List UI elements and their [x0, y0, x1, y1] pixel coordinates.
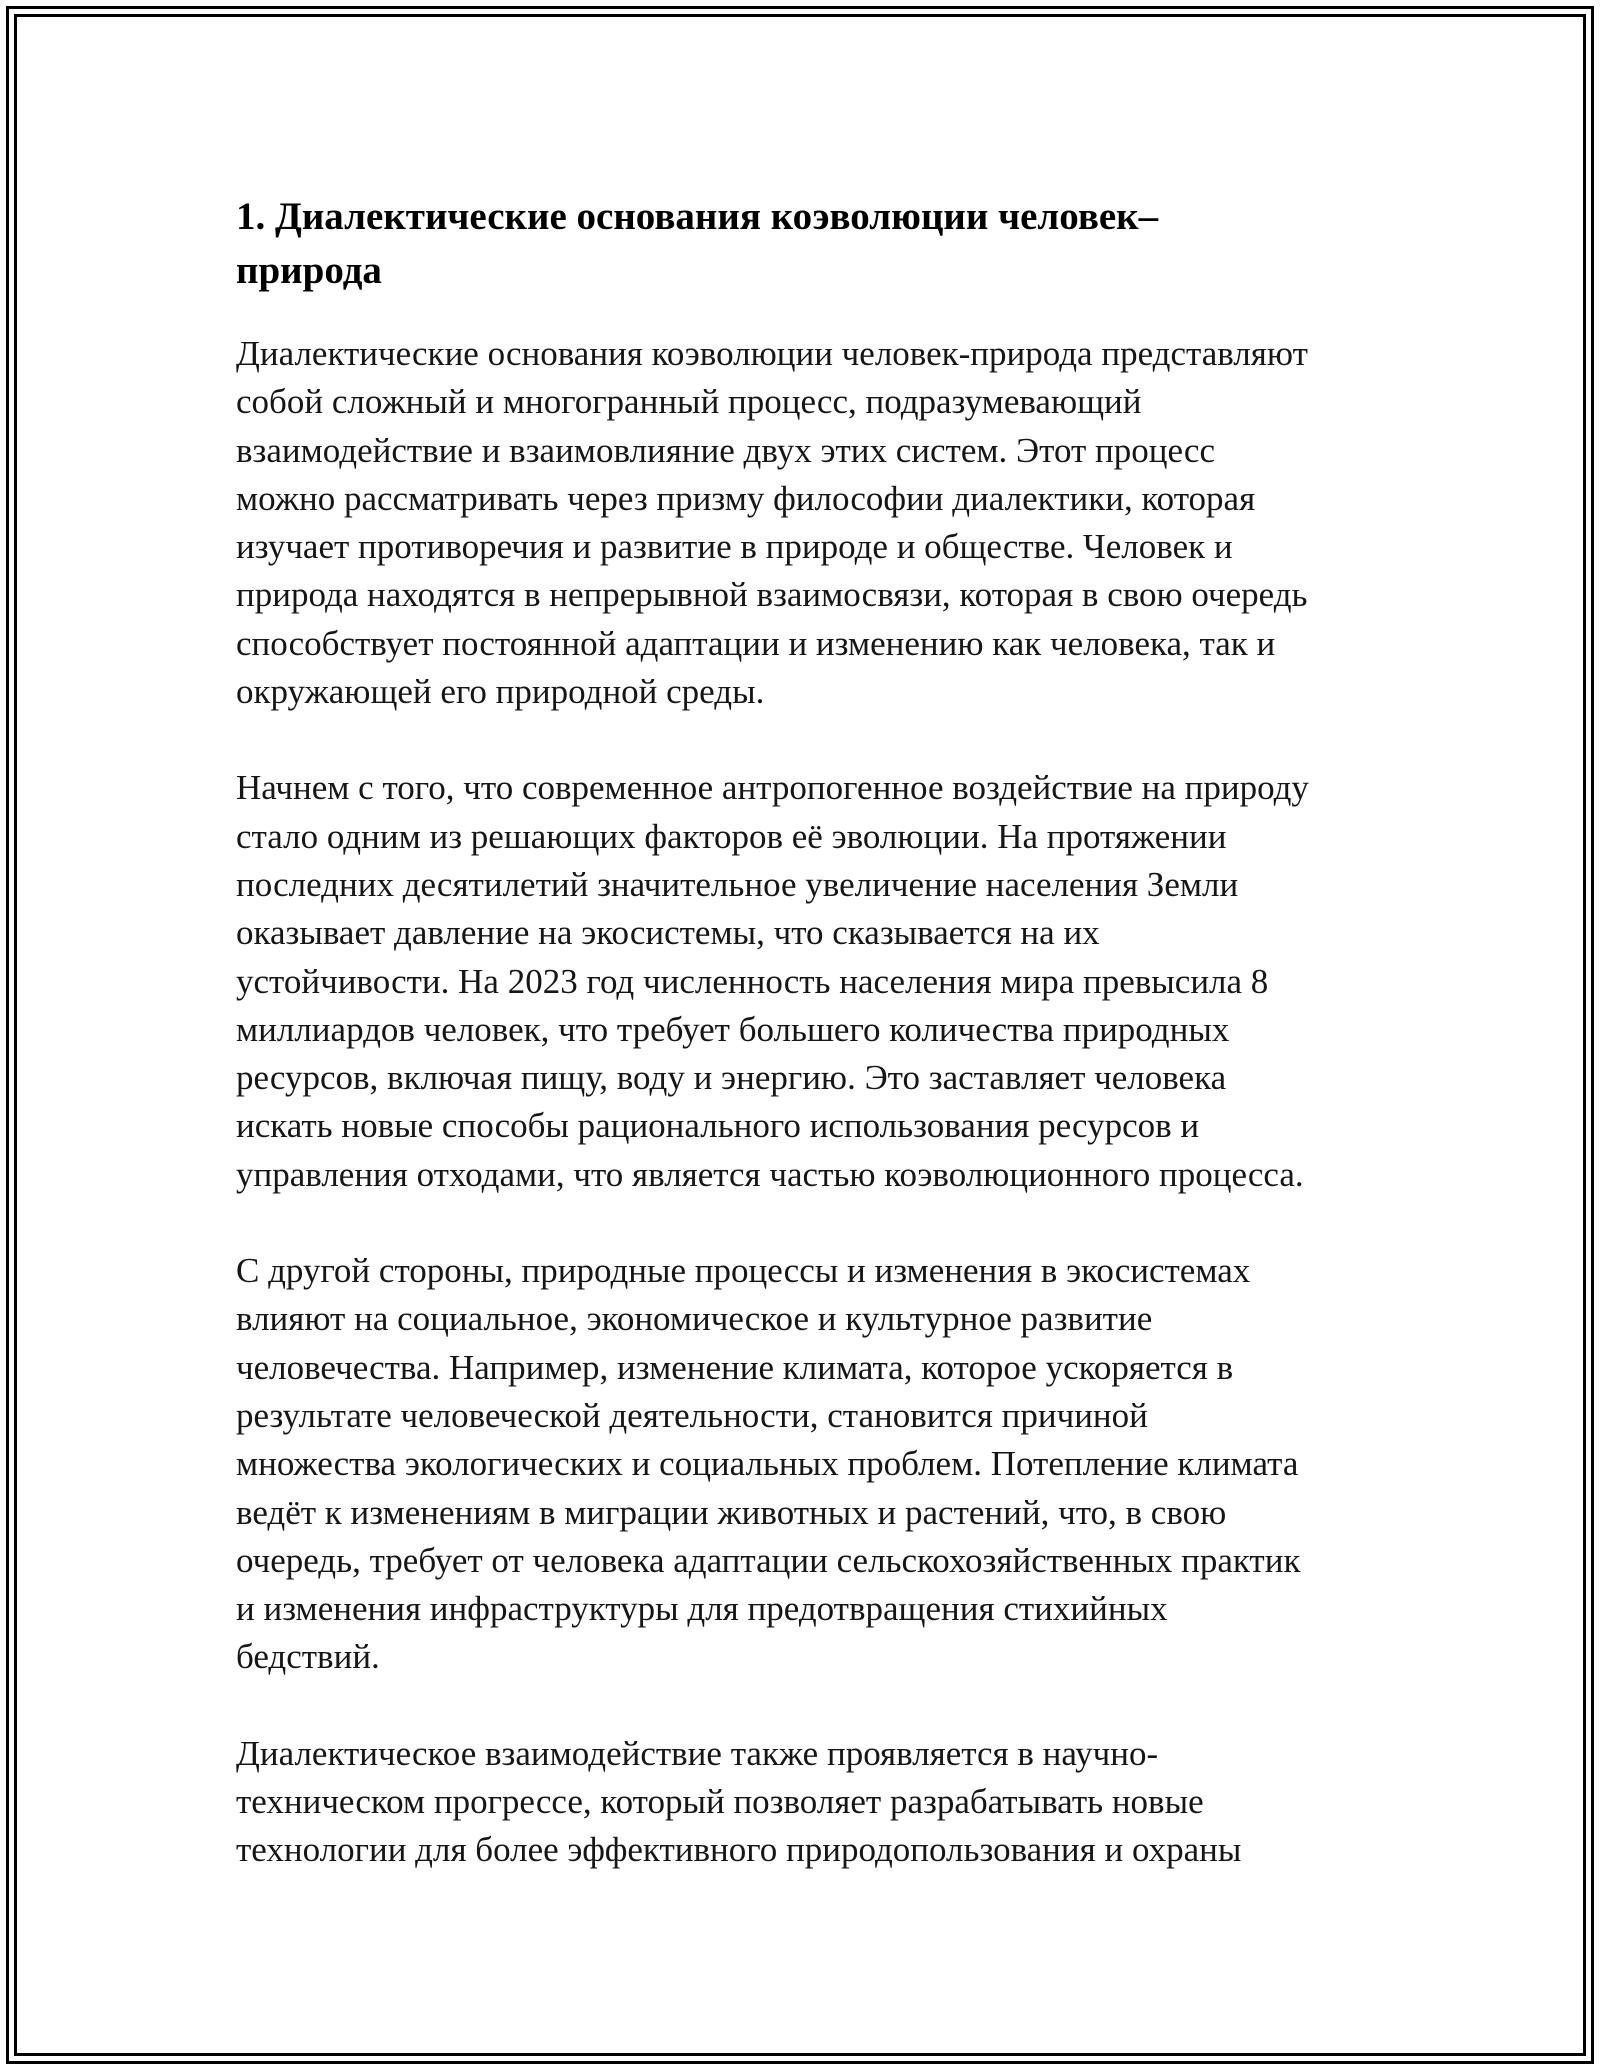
section-heading: 1. Диалектические основания коэволюции человек–природа [236, 195, 1159, 292]
paragraph-4: Диалектическое взаимодействие также проявляется в научно- техническом прогрессе, который позволяет разрабатывать новые технологии для более эффективного природопользования и охраны [236, 1733, 1242, 1870]
document-body [236, 190, 1396, 1923]
paragraph-3: С другой стороны, природные процессы и изменения в экосистемах влияют на социальное, экономическое и культурное развитие человечества. Например, изменение климата, которое ускоряется в результате человеческой деятельности, становится причиной множества экологических и социальных проблем. Потепление климата ведёт к изменениям в миграции животных и растений, что, в свою очередь, требует от человека адаптации сельскохозяйственных практик и изменения инфраструктуры для предотвращения стихийных бедствий. [236, 1251, 1301, 1677]
paragraph-1: Диалектические основания коэволюции человек-природа представляют собой сложный и многогранный процесс, подразумевающий взаимодействие и взаимовлияние двух этих систем. Этот процесс можно рассматривать через призму философии диалектики, которая изучает противоречия и развитие в природе и обществе. Человек и природа находятся в непрерывной взаимосвязи, которая в свою очередь способствует постоянной адаптации и изменению как человека, так и окружающей его природной среды. [236, 334, 1308, 712]
paragraph-2: Начнем с того, что современное антропогенное воздействие на природу стало одним из решающих факторов её эволюции. На протяжении последних десятилетий значительное увеличение населения Земли оказывает давление на экосистемы, что сказывается на их устойчивости. На 2023 год численность населения мира превысила 8 миллиардов человек, что требует большего количества природных ресурсов, включая пищу, воду и энергию. Это заставляет человека искать новые способы рационального использования ресурсов и управления отходами, что является частью коэволюционного процесса. [236, 768, 1309, 1194]
